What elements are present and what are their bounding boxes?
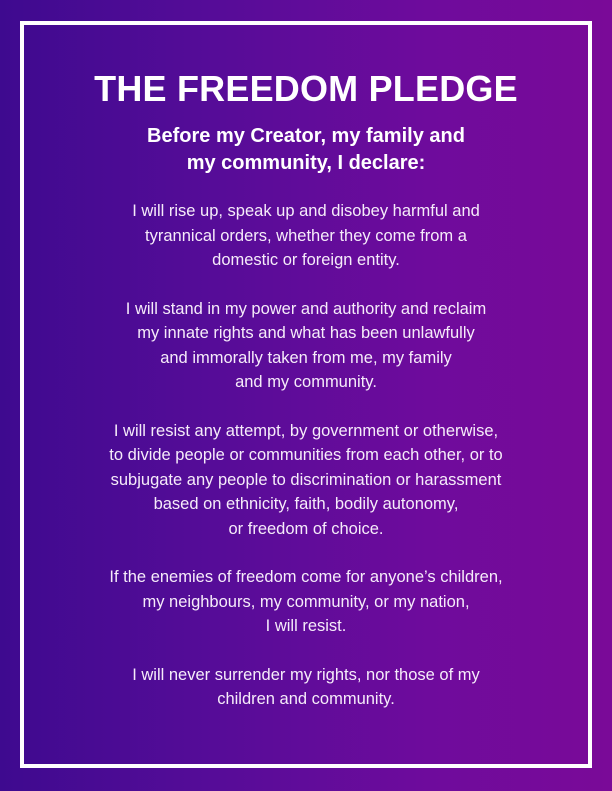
pledge-paragraph-2 bbox=[24, 297, 588, 395]
pledge-line: If the enemies of freedom come for anyone’s children, bbox=[109, 568, 503, 586]
pledge-line: I will resist any attempt, by government or otherwise, bbox=[113, 421, 499, 440]
pledge-line: domestic or foreign entity. bbox=[212, 251, 400, 269]
pledge-paragraph-3 bbox=[24, 419, 588, 542]
pledge-line: or freedom of choice. bbox=[228, 519, 384, 538]
pledge-line: to divide people or communities from each other, or to bbox=[109, 446, 503, 464]
pledge-line: I will never surrender my rights, nor those of my bbox=[132, 665, 480, 684]
pledge-paragraph-1 bbox=[24, 199, 588, 273]
pledge-line: based on ethnicity, faith, bodily autonomy, bbox=[153, 495, 459, 513]
pledge-paragraph-4 bbox=[24, 565, 588, 639]
pledge-document bbox=[24, 25, 588, 712]
pledge-line: my innate rights and what has been unlawfully bbox=[137, 324, 475, 342]
pledge-line: tyrannical orders, whether they come from a bbox=[145, 226, 467, 245]
pledge-line: I will stand in my power and authority and reclaim bbox=[125, 299, 487, 318]
pledge-line: I will rise up, speak up and disobey harmful and bbox=[132, 202, 480, 220]
pledge-line: subjugate any people to discrimination or harassment bbox=[110, 470, 502, 489]
pledge-line: I will resist. bbox=[265, 617, 347, 635]
subtitle-line: my community, I declare: bbox=[186, 152, 426, 174]
page-title: THE FREEDOM PLEDGE bbox=[94, 68, 518, 109]
pledge-line: and my community. bbox=[235, 373, 377, 391]
declaration-subtitle bbox=[24, 123, 588, 177]
subtitle-line: Before my Creator, my family and bbox=[147, 125, 465, 147]
pledge-line: my neighbours, my community, or my nation, bbox=[142, 592, 470, 611]
pledge-line: children and community. bbox=[217, 690, 395, 708]
pledge-paragraph-5 bbox=[24, 663, 588, 712]
pledge-line: and immorally taken from me, my family bbox=[160, 348, 452, 367]
